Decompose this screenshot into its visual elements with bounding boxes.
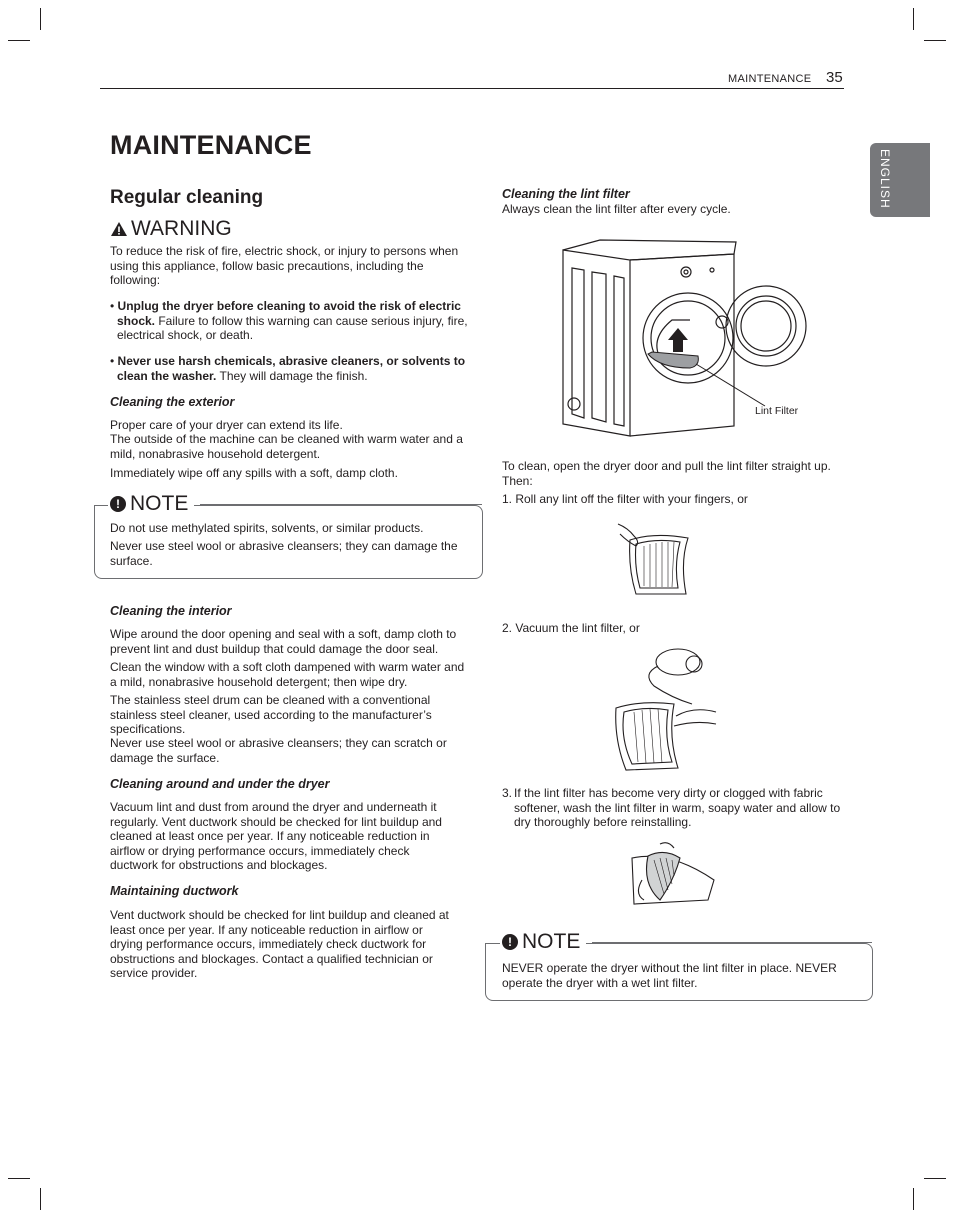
lint-filter-callout: Lint Filter [755, 405, 799, 417]
note-text-1: Do not use methylated spirits, solvents, or similar products. [110, 521, 424, 535]
header-section: MAINTENANCE [728, 73, 812, 85]
step-3: If the lint filter has become very dirty or clogged with fabric softener, wash the lint filter in warm, soapy water and allow to dry thoroughly before reinstalling. [514, 786, 841, 829]
note-label: NOTE [522, 930, 581, 953]
crop-mark [913, 8, 914, 30]
ductwork-title: Maintaining ductwork [110, 884, 239, 898]
crop-mark [40, 1188, 41, 1210]
language-tab-label: ENGLISH [878, 149, 892, 209]
note-text-2: Never use steel wool or abrasive cleansers; they can damage the surface. [110, 539, 458, 568]
interior-title: Cleaning the interior [110, 604, 232, 618]
section-heading: Regular cleaning [110, 187, 264, 208]
step-3-number: 3. [502, 786, 513, 800]
note-label: NOTE [130, 492, 189, 515]
exterior-text-1: Proper care of your dryer can extend its life. [110, 418, 343, 432]
crop-mark [8, 1178, 30, 1179]
lint-filter-title: Cleaning the lint filter [502, 187, 630, 201]
warning-bullet-bold: Never use harsh chemicals, abrasive cleaners, or solvents to clean the washer. [117, 354, 466, 383]
step-2: 2. Vacuum the lint filter, or [502, 621, 640, 635]
ductwork-text: Vent ductwork should be checked for lint buildup and cleaned at least once per year. If any noticeable reduction in airflow or drying performance occurs, immediately check ductwork for obstructions and blockages. Contact a qualified technician or service provider. [110, 908, 449, 980]
exterior-title: Cleaning the exterior [110, 395, 235, 409]
page-number: 35 [826, 69, 843, 86]
crop-mark [40, 8, 41, 30]
crop-mark [913, 1188, 914, 1210]
interior-text-3: The stainless steel drum can be cleaned with a conventional stainless steel cleaner, used according to the manufacturer’s specifications. [110, 693, 432, 736]
interior-text-4: Never use steel wool or abrasive cleansers; they can scratch or damage the surface. [110, 736, 447, 765]
vacuum-illustration [612, 646, 718, 774]
note-heading [108, 492, 194, 516]
note-rule [200, 504, 482, 505]
warning-icon [110, 221, 128, 237]
warning-bullet-bold: Unplug the dryer before cleaning to avoid the risk of electric shock. [117, 299, 461, 328]
page-title: MAINTENANCE [110, 130, 312, 160]
note-heading [500, 930, 586, 954]
warning-heading [110, 217, 232, 241]
crop-mark [924, 1178, 946, 1179]
exterior-text-3: Immediately wipe off any spills with a soft, damp cloth. [110, 466, 398, 480]
warning-label: WARNING [131, 217, 232, 240]
interior-text-2: Clean the window with a soft cloth dampened with warm water and a mild, nonabrasive household detergent; then wipe dry. [110, 660, 465, 689]
warning-bullet: • Unplug the dryer before cleaning to avoid the risk of electric shock. Failure to follow this warning can cause serious injury, fire, electrical shock, or death. [110, 299, 468, 342]
lint-filter-text: Always clean the lint filter after every cycle. [502, 202, 731, 216]
clean-intro: To clean, open the dryer door and pull the lint filter straight up. Then: [502, 459, 831, 488]
step-1: 1. Roll any lint off the filter with your fingers, or [502, 492, 748, 506]
wash-filter-illustration [630, 840, 716, 906]
crop-mark [8, 40, 30, 41]
exterior-text-2: The outside of the machine can be cleaned with warm water and a mild, nonabrasive household detergent. [110, 432, 463, 461]
warning-bullet-text: They will damage the finish. [216, 368, 368, 383]
roll-lint-illustration [614, 522, 700, 598]
exclamation-icon: ! [502, 934, 518, 950]
language-tab [870, 143, 930, 217]
note-rule [592, 942, 872, 943]
around-text: Vacuum lint and dust from around the dryer and underneath it regularly. Vent ductwork should be checked for lint buildup and cleaned at least once per year. If any noticeable reduction in airflow or drying performance occurs, immediately check ductwork for obstructions and blockages. [110, 800, 442, 872]
crop-mark [924, 40, 946, 41]
note-text: NEVER operate the dryer without the lint filter in place. NEVER operate the dryer with a wet lint filter. [502, 961, 837, 990]
warning-intro: To reduce the risk of fire, electric shock, or injury to persons when using this appliance, follow basic precautions, including the following: [110, 244, 459, 287]
header-rule [100, 88, 844, 89]
warning-bullet-text: Failure to follow this warning can cause serious injury, fire, electrical shock, or death. [117, 313, 468, 342]
warning-bullet: • Never use harsh chemicals, abrasive cleaners, or solvents to clean the washer. They will damage the finish. [110, 354, 466, 383]
interior-text-1: Wipe around the door opening and seal with a soft, damp cloth to prevent lint and dust buildup that could damage the door seal. [110, 627, 457, 656]
exclamation-icon: ! [110, 496, 126, 512]
around-title: Cleaning around and under the dryer [110, 777, 330, 791]
